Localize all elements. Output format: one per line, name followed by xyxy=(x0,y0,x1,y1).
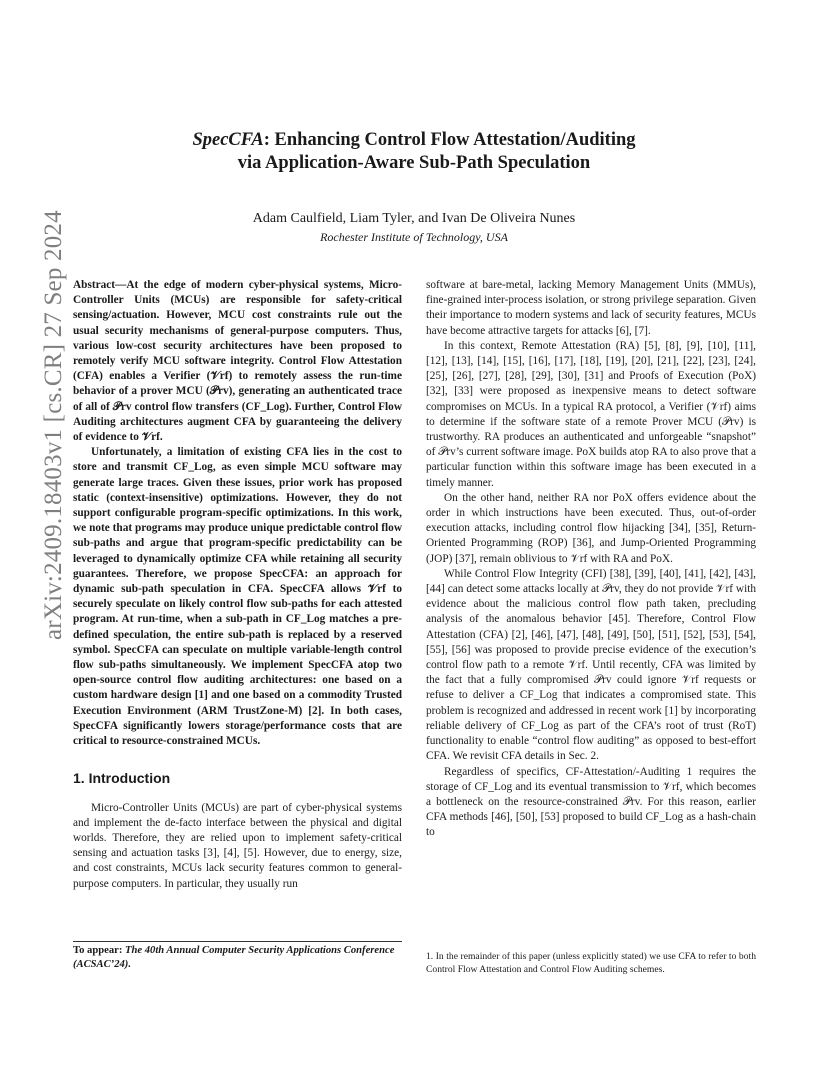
abstract-paragraph-2: Unfortunately, a limitation of existing CFA lies in the cost to store and transmit CF_Log, as even simple MCU software may generate large traces. Given these issues, prior work has proposed static (context-insensitive) optimizations. However, they do not support configurable program-specific optimizations. In this work, we note that programs may produce unique predictable control flow sub-paths and argue that program-specific predictability can be leveraged to dynamically optimize CFA while retaining all security guarantees. Therefore, we propose SpecCFA: an approach for dynamic sub-path speculation in CFA. SpecCFA allows 𝒱rf to securely speculate on likely control flow sub-paths for each attested program. At run-time, when a sub-path in CF_Log matches a pre-defined speculation, the entire sub-path is replaced by a reserved symbol. SpecCFA can speculate on multiple variable-length control flow sub-paths simultaneously. We implement SpecCFA atop two open-source control flow auditing architectures: one based on a custom hardware design [1] and one based on a commodity Trusted Execution Environment (ARM TrustZone-M) [2]. In both cases, SpecCFA significantly lowers storage/performance costs that are critical to resource-constrained MCUs. xyxy=(73,446,402,748)
appear-venue: The 40th Annual Computer Security Applications Conference (ACSAC’24). xyxy=(73,945,395,970)
appear-notice xyxy=(73,944,402,972)
left-column xyxy=(73,278,402,892)
intro-paragraph-1: Micro-Controller Units (MCUs) are part of cyber-physical systems and implement the de-facto interface between the physical and digital worlds. Therefore, they are relied upon to implement safety-critical sensing and actuation tasks [3], [4], [5]. However, due to energy, size, and cost constraints, MCUs lack security features common to general-purpose computers. In particular, they usually run xyxy=(73,801,402,890)
right-paragraph-3: On the other hand, neither RA nor PoX offers evidence about the order in which instructions have been executed. Thus, out-of-order execution attacks, including control flow hijacking [34], [35], Return-Oriented Programming (ROP) [36], and Jump-Oriented Programming (JOP) [37], remain oblivious to 𝒱rf with RA and PoX. xyxy=(426,491,756,565)
affiliation: Rochester Institute of Technology, USA xyxy=(320,230,508,244)
appear-label: To appear: xyxy=(73,945,123,956)
right-column xyxy=(426,278,756,841)
title-italic: SpecCFA xyxy=(192,130,264,150)
right-paragraph-1: software at bare-metal, lacking Memory Management Units (MMUs), fine-grained inter-process isolation, or strong privilege separation. Given their importance to modern systems and lack of security features, MCUs have become attractive targets for attacks [6], [7]. xyxy=(426,279,756,337)
right-paragraph-2: In this context, Remote Attestation (RA) [5], [8], [9], [10], [11], [12], [13], [14], [15], [16], [17], [18], [19], [20], [21], [22], [23], [24], [25], [26], [27], [28], [29], [30], [31] and Proofs of Execution (PoX) [32], [33] were proposed as inexpensive means to detect software compromises on MCUs. In a typical RA protocol, a Verifier (𝒱rf) aims to determine if the software state of a remote Prover MCU (𝒫rv) is trustworthy. RA produces an authenticated and unforgeable “snapshot” of 𝒫rv’s current software image. PoX builds atop RA to also prove that a particular function within this software image has been executed in a timely manner. xyxy=(426,339,756,489)
right-paragraph-4: While Control Flow Integrity (CFI) [38], [39], [40], [41], [42], [43], [44] can detect some attacks locally at 𝒫rv, they do not provide 𝒱rf with evidence about the malicious control flow path taken, precluding analysis of the anomalous behavior [45]. Therefore, Control Flow Attestation (CFA) [2], [46], [47], [48], [49], [50], [51], [52], [53], [54], [55], [56] was proposed to provide precise evidence of the execution’s control flow path to a remote 𝒱rf. Until recently, CFA was limited by the fact that a fully compromised 𝒫rv could ignore 𝒱rf requests or refuse to deliver a CF_Log that indicates a compromised state. This problem is recognized and addressed in recent work [1] by incorporating reliable delivery of CF_Log as part of the CFA’s root of trust (RoT) functionality to enable “control flow auditing” as opposed to best-effort CFA. We revisit CFA details in Sec. 2. xyxy=(426,567,756,763)
right-paragraph-5: Regardless of specifics, CF-Attestation/-Auditing 1 requires the storage of CF_Log and its eventual transmission to 𝒱rf, which becomes a bottleneck on the resource-constrained 𝒫rv. For this reason, earlier CFA methods [46], [50], [53] proposed to build CF_Log as a hash-chain to xyxy=(426,765,756,839)
authors: Adam Caulfield, Liam Tyler, and Ivan De Oliveira Nunes xyxy=(252,211,576,226)
title-rest: : Enhancing Control Flow Attestation/Auditing xyxy=(263,130,636,150)
paper-title xyxy=(110,129,718,175)
section-heading-introduction: 1. Introduction xyxy=(73,770,171,787)
abstract-paragraph-1: Abstract—At the edge of modern cyber-physical systems, Micro-Controller Units (MCUs) are responsible for safety-critical sensing/actuation. However, MCU cost constraints rule out the usual security mechanisms of general-purpose computers. Thus, various low-cost security architectures have been proposed to remotely verify MCU software integrity. Control Flow Attestation (CFA) enables a Verifier (𝒱rf) to remotely assess the run-time behavior of a prover MCU (𝒫rv), generating an authenticated trace of all of 𝒫rv control flow transfers (CF_Log). Further, Control Flow Auditing architectures augment CFA by guaranteeing the delivery of evidence to 𝒱rf. xyxy=(73,279,402,444)
footnote-divider xyxy=(73,941,402,942)
arxiv-identifier: arXiv:2409.18403v1 [cs.CR] 27 Sep 2024 xyxy=(40,210,67,640)
title-line-2: via Application-Aware Sub-Path Speculation xyxy=(237,153,591,173)
footnote-1: 1. In the remainder of this paper (unless explicitly stated) we use CFA to refer to both Control Flow Attestation and Control Flow Auditing schemes. xyxy=(426,951,756,975)
